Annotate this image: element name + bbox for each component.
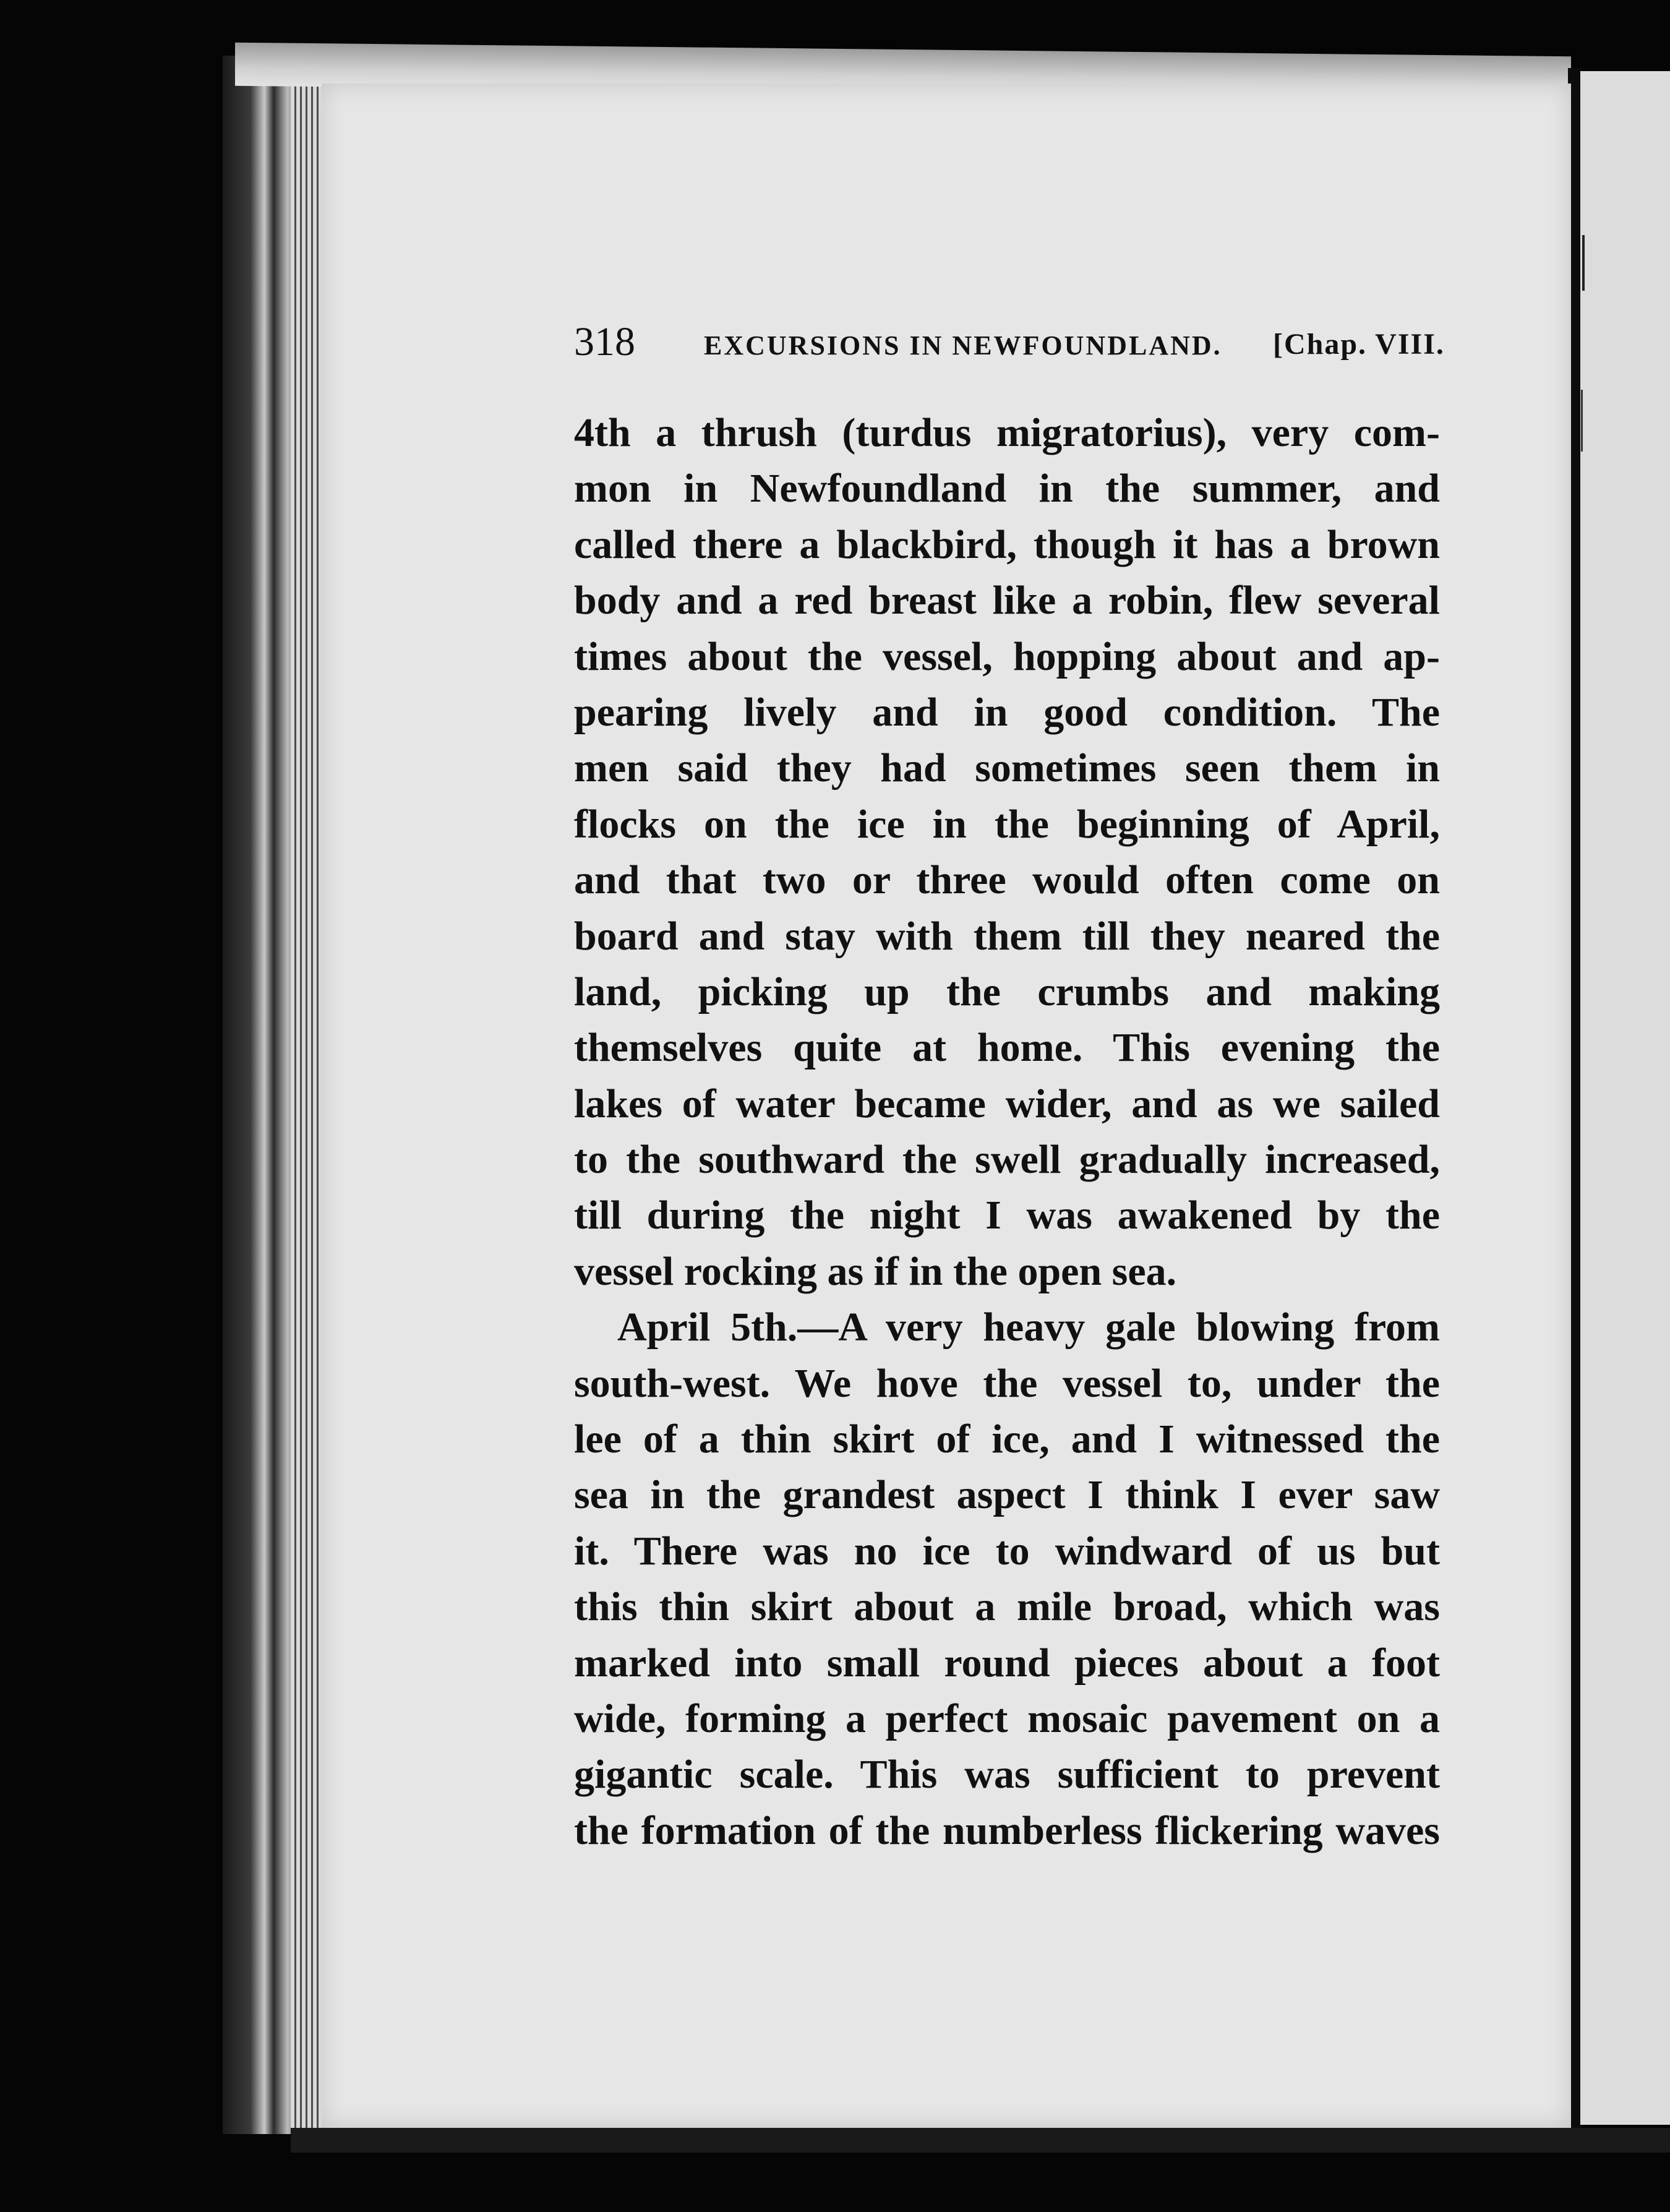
page-number: 318 (574, 319, 635, 364)
text-line: 4th a thrush (turdus migratorius), very com- (574, 410, 1440, 455)
text-line: pearing lively and in good condition. The (574, 689, 1440, 735)
text-line: wide, forming a perfect mosaic pavement on a (574, 1695, 1440, 1741)
text-line: till during the night I was awakened by the (574, 1193, 1440, 1238)
text-line: gigantic scale. This was sufficient to prevent (574, 1752, 1440, 1798)
text-line: flocks on the ice in the beginning of April, (574, 801, 1440, 847)
text-line: called there a blackbird, though it has a brown (574, 521, 1440, 567)
text-line: mon in Newfoundland in the summer, and (574, 466, 1440, 512)
chapter-reference: [Chap. VIII. (1273, 328, 1445, 361)
text-line: marked into small round pieces about a foot (574, 1640, 1440, 1686)
text-line: themselves quite at home. This evening the (574, 1025, 1440, 1071)
text-line: times about the vessel, hopping about and ap- (574, 633, 1440, 679)
running-title: EXCURSIONS IN NEWFOUNDLAND. (704, 330, 1222, 361)
text-line: to the southward the swell gradually increased, (574, 1137, 1440, 1183)
text-line: lakes of water became wider, and as we sailed (574, 1081, 1440, 1126)
facing-page-mark (1582, 235, 1585, 291)
text-line: men said they had sometimes seen them in (574, 745, 1440, 791)
text-line: the formation of the numberless flickering waves (574, 1807, 1440, 1853)
body-text (574, 405, 1440, 1859)
text-line: south-west. We hove the vessel to, under the (574, 1360, 1440, 1406)
facing-page-edge (1580, 71, 1670, 2125)
text-line: and that two or three would often come on (574, 857, 1440, 903)
text-line: board and stay with them till they neared the (574, 913, 1440, 959)
text-line: this thin skirt about a mile broad, which was (574, 1584, 1440, 1630)
text-line: April 5th.—A very heavy gale blowing from (617, 1305, 1440, 1350)
text-line: lee of a thin skirt of ice, and I witnessed the (574, 1417, 1440, 1462)
facing-page-mark (1581, 390, 1583, 452)
bottom-border (291, 2128, 1670, 2153)
text-line: it. There was no ice to windward of us but (574, 1528, 1440, 1574)
text-line: land, picking up the crumbs and making (574, 969, 1440, 1014)
text-line: sea in the grandest aspect I think I ever saw (574, 1472, 1440, 1518)
text-line: body and a red breast like a robin, flew several (574, 578, 1440, 624)
text-line: vessel rocking as if in the open sea. (574, 1248, 1177, 1294)
